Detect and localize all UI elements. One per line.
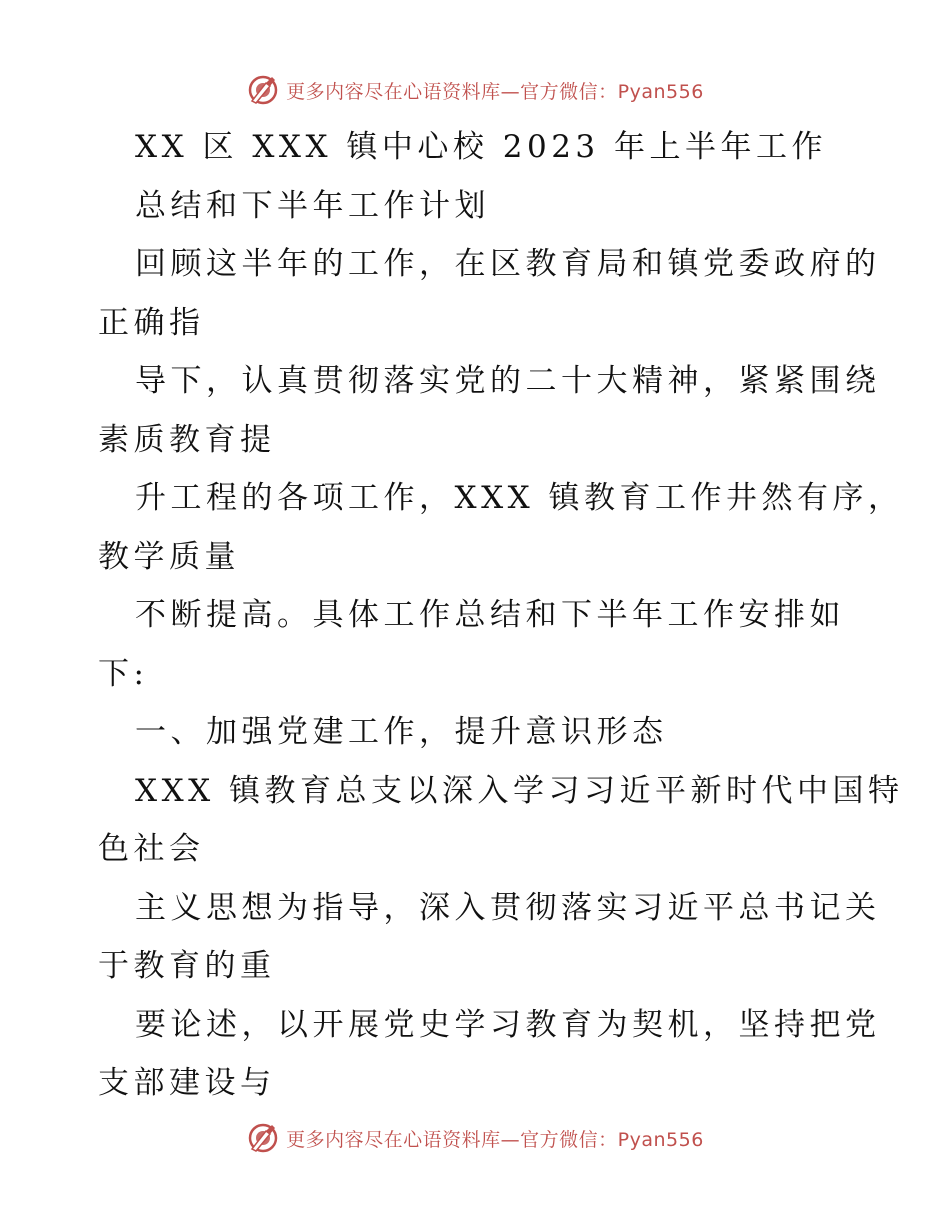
pen-logo-icon xyxy=(246,73,280,107)
watermark-footer xyxy=(0,1118,950,1158)
text-line: 主义思想为指导，深入贯彻落实习近平总书记关 xyxy=(135,889,881,926)
text-line: 教学质量 xyxy=(98,538,240,575)
watermark-header xyxy=(0,70,950,110)
text-line: 升工程的各项工作，XXX 镇教育工作井然有序， xyxy=(135,480,904,516)
text-line: 不断提高。具体工作总结和下半年工作安排如 xyxy=(135,597,845,633)
text-line: 于教育的重 xyxy=(98,948,276,984)
text-line: 回顾这半年的工作，在区教育局和镇党委政府的 xyxy=(135,246,881,282)
text-line: 正确指 xyxy=(98,304,205,341)
text-line: 支部建设与 xyxy=(98,1065,276,1101)
watermark-text: 更多内容尽在心语资料库—官方微信：Pyan556 xyxy=(286,1128,704,1151)
watermark-text: 更多内容尽在心语资料库—官方微信：Pyan556 xyxy=(286,80,704,103)
text-line: 色社会 xyxy=(98,831,205,867)
text-line: 要论述，以开展党史学习教育为契机，坚持把党 xyxy=(135,1006,881,1043)
text-line: 一、加强党建工作，提升意识形态 xyxy=(135,714,668,750)
text-line: 下: xyxy=(98,655,149,692)
document-body xyxy=(98,118,904,1113)
text-line: 导下，认真贯彻落实党的二十大精神，紧紧围绕 xyxy=(135,363,881,399)
text-line: 总结和下半年工作计划 xyxy=(135,187,490,224)
text-line: 素质教育提 xyxy=(98,421,276,458)
text-line: XX 区 XXX 镇中心校 2023 年上半年工作 xyxy=(135,129,828,165)
text-line: XXX 镇教育总支以深入学习习近平新时代中国特 xyxy=(135,772,904,809)
pen-logo-icon xyxy=(246,1121,280,1155)
